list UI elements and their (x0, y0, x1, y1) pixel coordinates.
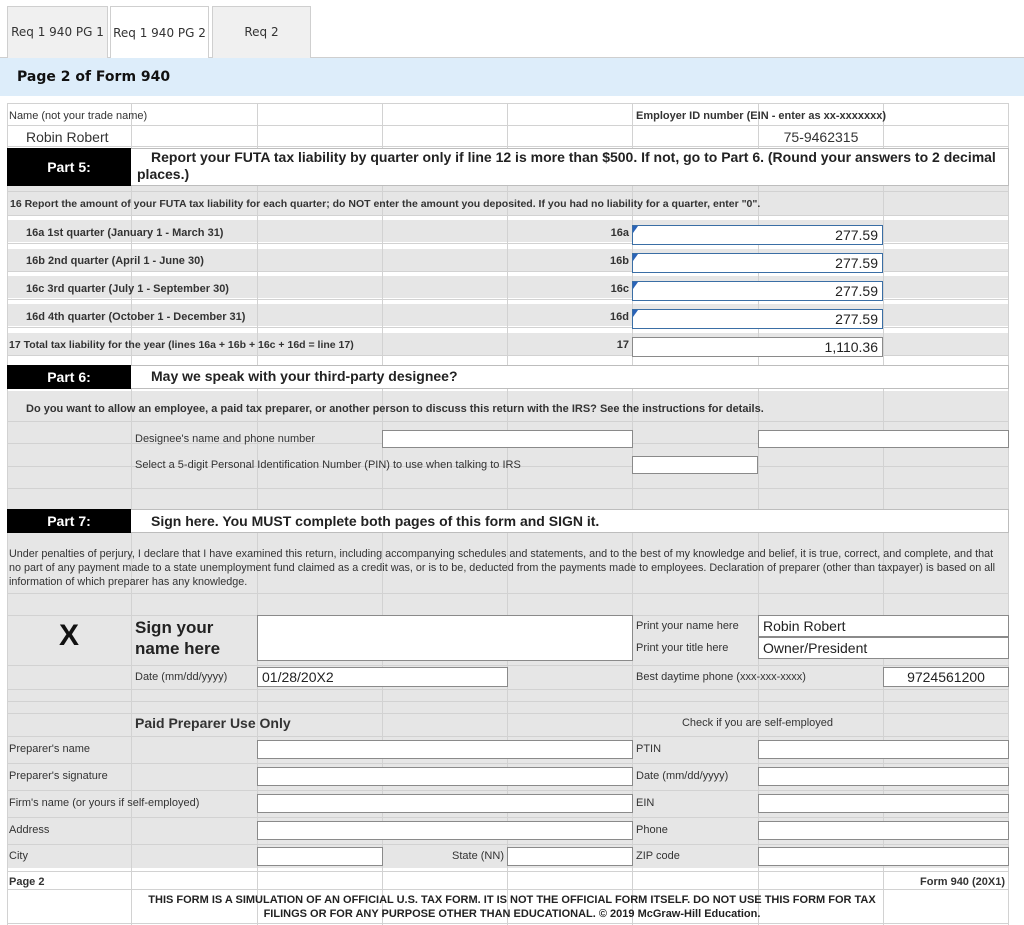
preparer-date-label: Date (mm/dd/yyyy) (636, 770, 729, 782)
line-16c-code: 16c (610, 283, 629, 295)
address-input[interactable] (257, 821, 633, 840)
pin-input[interactable] (632, 456, 758, 474)
name-value: Robin Robert (26, 129, 109, 145)
part5-label: Part 5: (7, 148, 131, 186)
form-940-page2 (7, 103, 1009, 925)
line-16a-label: 16a 1st quarter (January 1 - March 31) (26, 227, 224, 239)
zip-label: ZIP code (636, 850, 680, 862)
line-17-code: 17 (616, 339, 629, 351)
input-flag-icon (633, 310, 638, 317)
firm-phone-label: Phone (636, 824, 668, 836)
pin-label: Select a 5-digit Personal Identification Number (PIN) to use when talking to IRS (135, 459, 521, 471)
line-16a-code: 16a (610, 227, 629, 239)
page-header (0, 58, 1024, 96)
sign-x-mark: X (58, 619, 79, 652)
print-name-label: Print your name here (636, 620, 739, 632)
penalty-statement: Under penalties of perjury, I declare that I have examined this return, including accompanying schedules and statements, and to the best of my knowledge and belief, it is true, correct, and complete, and that no part of any payment made to a state unemployment fund claimed as a credit was, or is to be, deducted from the payments made to employees. Declaration of preparer (other than taxpayer) is based on all information of which preparer has any knowledge. (9, 548, 996, 588)
print-name-input[interactable]: Robin Robert (758, 615, 1009, 637)
part6-title: May we speak with your third-party designee? (151, 368, 458, 384)
page-title: Page 2 of Form 940 (17, 69, 171, 85)
signature-input[interactable] (257, 615, 633, 661)
state-input[interactable] (507, 847, 633, 866)
designee-question: Do you want to allow an employee, a paid tax preparer, or another person to discuss this return with the IRS? See the instructions for details. (26, 403, 764, 415)
line16-instructions: 16 Report the amount of your FUTA tax liability for each quarter; do NOT enter the amount you deposited. If you had no liability for a quarter, enter "0". (10, 198, 761, 210)
line-17-label: 17 Total tax liability for the year (lines 16a + 16b + 16c + 16d = line 17) (9, 339, 354, 351)
date-label: Date (mm/dd/yyyy) (135, 671, 228, 683)
preparer-signature-input[interactable] (257, 767, 633, 786)
line-16d-label: 16d 4th quarter (October 1 - December 31) (26, 311, 246, 323)
designee-phone-input[interactable] (758, 430, 1009, 448)
preparer-date-input[interactable] (758, 767, 1009, 786)
self-employed-label[interactable]: Check if you are self-employed (681, 717, 833, 729)
part7-title: Sign here. You MUST complete both pages of this form and SIGN it. (151, 513, 600, 529)
tab-bar (0, 0, 1024, 58)
quarter-16d-value: 277.59 (835, 311, 878, 327)
tab-req1-pg2[interactable]: Req 1 940 PG 2 (110, 6, 209, 59)
firm-phone-input[interactable] (758, 821, 1009, 840)
preparer-name-input[interactable] (257, 740, 633, 759)
designee-name-input[interactable] (382, 430, 633, 448)
line-16d-code: 16d (610, 311, 629, 323)
city-input[interactable] (257, 847, 383, 866)
preparer-name-label: Preparer's name (9, 743, 90, 755)
input-flag-icon (633, 282, 638, 289)
quarter-16d-input[interactable] (632, 309, 883, 329)
phone-input[interactable]: 9724561200 (883, 667, 1009, 687)
ein-value: 75-9462315 (783, 129, 859, 145)
name-label: Name (not your trade name) (9, 110, 148, 122)
print-title-label: Print your title here (636, 642, 729, 654)
firm-name-label: Firm's name (or yours if self-employed) (9, 797, 200, 809)
tab-req1-pg1[interactable]: Req 1 940 PG 1 (7, 6, 108, 58)
line-17-total: 1,110.36 (632, 337, 883, 357)
preparer-signature-label: Preparer's signature (9, 770, 108, 782)
zip-input[interactable] (758, 847, 1009, 866)
quarter-16c-value: 277.59 (835, 283, 878, 299)
quarter-16b-value: 277.59 (835, 255, 878, 271)
sign-label: Sign your name here (135, 618, 221, 658)
ein-label: Employer ID number (EIN - enter as xx-xxxxxxx) (636, 110, 887, 122)
line-16b-label: 16b 2nd quarter (April 1 - June 30) (26, 255, 204, 267)
designee-label: Designee's name and phone number (135, 433, 316, 445)
paid-preparer-title: Paid Preparer Use Only (135, 715, 291, 731)
ptin-label: PTIN (636, 743, 662, 755)
date-input[interactable]: 01/28/20X2 (257, 667, 508, 687)
firm-ein-label: EIN (636, 797, 655, 809)
line-16c-label: 16c 3rd quarter (July 1 - September 30) (26, 283, 229, 295)
part7-label: Part 7: (7, 509, 131, 533)
address-label: Address (9, 824, 50, 836)
quarter-16a-input[interactable] (632, 225, 883, 245)
line-16b-code: 16b (610, 255, 629, 267)
city-label: City (9, 850, 28, 862)
quarter-16c-input[interactable] (632, 281, 883, 301)
footer-page-number: Page 2 (9, 876, 45, 888)
print-title-input[interactable]: Owner/President (758, 637, 1009, 659)
phone-label: Best daytime phone (xxx-xxx-xxxx) (636, 671, 806, 683)
firm-name-input[interactable] (257, 794, 633, 813)
footer-form-id: Form 940 (20X1) (920, 876, 1005, 888)
ptin-input[interactable] (758, 740, 1009, 759)
tab-req2[interactable]: Req 2 (212, 6, 311, 58)
state-label: State (NN) (452, 850, 504, 862)
input-flag-icon (633, 254, 638, 261)
simulation-disclaimer: THIS FORM IS A SIMULATION OF AN OFFICIAL U.S. TAX FORM. IT IS NOT THE OFFICIAL FORM ITSELF. DO NOT USE THIS FORM FOR TAX FILINGS OR FOR ANY PURPOSE OTHER THAN EDUCATIONAL. © 2019 McGraw-Hill Education. (148, 894, 876, 920)
part6-label: Part 6: (7, 365, 131, 389)
input-flag-icon (633, 226, 638, 233)
firm-ein-input[interactable] (758, 794, 1009, 813)
quarter-16a-value: 277.59 (835, 227, 878, 243)
quarter-16b-input[interactable] (632, 253, 883, 273)
part5-title: Report your FUTA tax liability by quarter only if line 12 is more than $500. If not, go to Part 6. (Round your answers to 2 decimal places.) (137, 149, 996, 182)
